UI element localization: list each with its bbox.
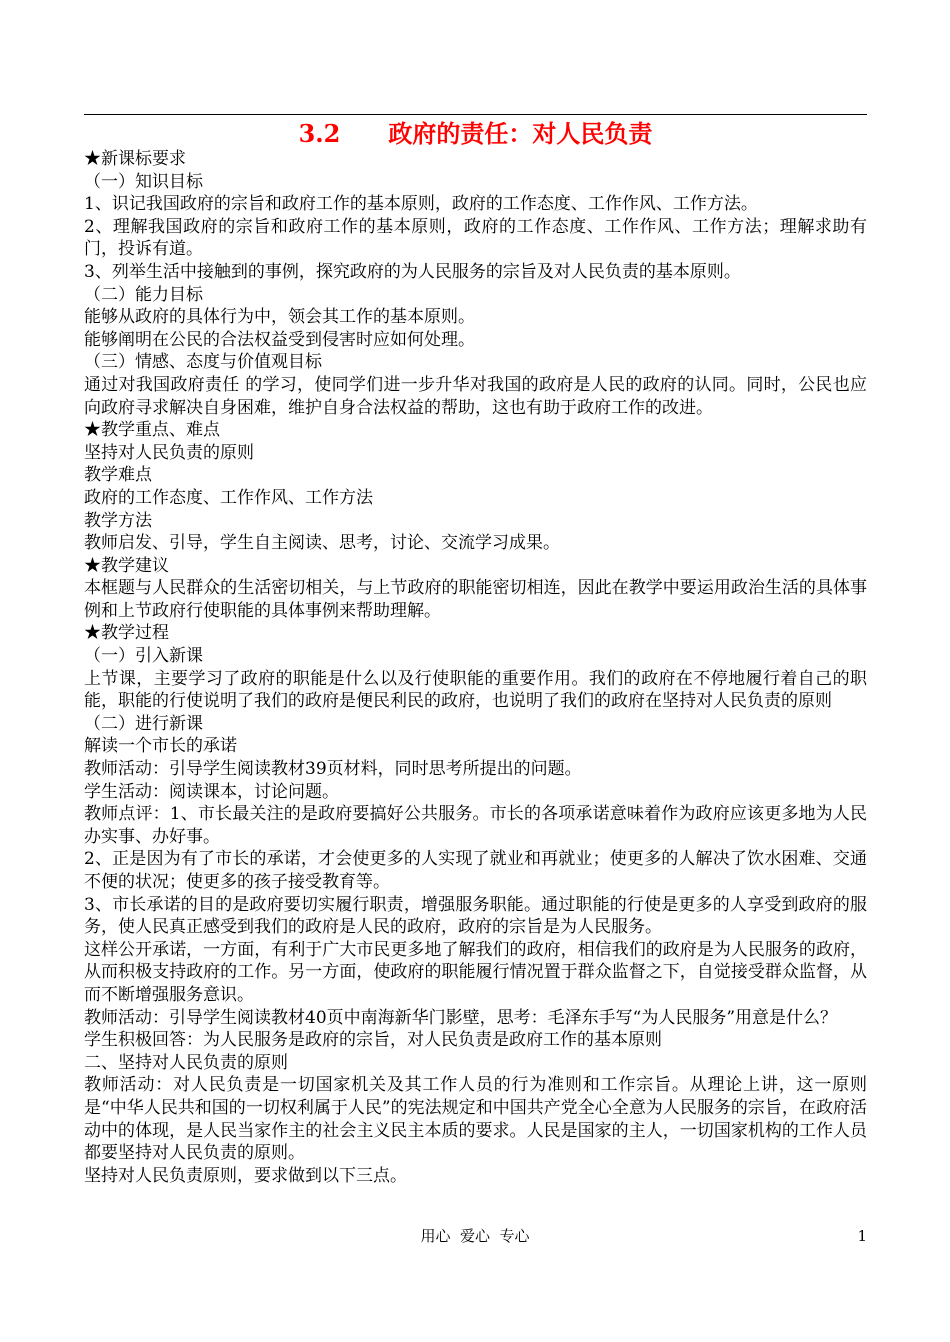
page-title: 3.2 政府的责任：对人民负责 (298, 119, 653, 148)
paragraph: 3、市长承诺的目的是政府要切实履行职责，增强服务职能。通过职能的行使是更多的人享受到政府的服务，使人民真正感受到我们的政府是人民的政府，政府的宗旨是为人民服务。 (84, 894, 867, 938)
paragraph: 1、识记我国政府的宗旨和政府工作的基本原则，政府的工作态度、工作作风、工作方法。 (84, 194, 758, 215)
paragraph: 教学方法 (84, 510, 152, 531)
paragraph: （三）情感、态度与价值观目标 (84, 352, 322, 373)
paragraph: 教师活动：对人民负责是一切国家机关及其工作人员的行为准则和工作宗旨。从理论上讲，这一原则是“中华人民共和国的一切权利属于人民”的宪法规定和中国共产党全心全意为人民服务的宗旨，在政府活动中的体现，是人民当家作主的社会主义民主本质的要求。人民是国家的主人，一切国家机构的工作人员都要坚持对人民负责的原则。 (84, 1075, 867, 1164)
paragraph: 教师活动：引导学生阅读教材40页中南海新华门影壁，思考：毛泽东手写“为人民服务”用意是什么？ (84, 1007, 838, 1028)
paragraph: 教师点评：1、市长最关注的是政府要搞好公共服务。市长的各项承诺意味着作为政府应该更多地为人民办实事、办好事。 (84, 804, 867, 847)
paragraph: 政府的工作态度、工作作风、工作方法 (84, 487, 373, 508)
paragraph: 能够阐明在公民的合法权益受到侵害时应如何处理。 (84, 329, 475, 350)
paragraph: ★教学重点、难点 (84, 420, 220, 441)
body-text (84, 148, 867, 1187)
header-rule (84, 114, 867, 115)
paragraph: （二）能力目标 (84, 284, 203, 305)
paragraph: 学生积极回答：为人民服务是政府的宗旨，对人民负责是政府工作的基本原则 (84, 1030, 662, 1051)
paragraph: 学生活动：阅读课本，讨论问题。 (84, 781, 339, 802)
paragraph: ★教学过程 (84, 623, 169, 644)
paragraph: （一）知识目标 (84, 171, 203, 192)
paragraph: 教师启发、引导，学生自主阅读、思考，讨论、交流学习成果。 (84, 533, 560, 554)
paragraph: 教师活动：引导学生阅读教材39页材料，同时思考所提出的问题。 (84, 759, 582, 780)
paragraph: 二、坚持对人民负责的原则 (84, 1052, 288, 1073)
paragraph: 3、列举生活中接触到的事例，探究政府的为人民服务的宗旨及对人民负责的基本原则。 (84, 261, 741, 282)
paragraph: 通过对我国政府责任 的学习，使同学们进一步升华对我国的政府是人民的政府的认同。同时，公民也应向政府寻求解决自身困难，维护自身合法权益的帮助，这也有助于政府工作的改进。 (84, 374, 867, 418)
paragraph: 本框题与人民群众的生活密切相关，与上节政府的职能密切相连，因此在教学中要运用政治生活的具体事例和上节政府行使职能的具体事例来帮助理解。 (84, 578, 867, 621)
paragraph: 解读一个市长的承诺 (84, 736, 237, 757)
paragraph: 坚持对人民负责原则，要求做到以下三点。 (84, 1165, 407, 1186)
paragraph: 2、正是因为有了市长的承诺，才会使更多的人实现了就业和再就业；使更多的人解决了饮水困难、交通不便的状况；使更多的孩子接受教育等。 (84, 849, 867, 892)
paragraph: 坚持对人民负责的原则 (84, 442, 254, 463)
paragraph: 2、理解我国政府的宗旨和政府工作的基本原则，政府的工作态度、工作作风、工作方法；理解求助有门，投诉有道。 (84, 216, 867, 260)
paragraph: 能够从政府的具体行为中，领会其工作的基本原则。 (84, 307, 475, 328)
paragraph: 教学难点 (84, 465, 152, 486)
paragraph: 这样公开承诺，一方面，有利于广大市民更多地了解我们的政府，相信我们的政府是为人民服务的政府，从而积极支持政府的工作。另一方面，使政府的职能履行情况置于群众监督之下，自觉接受群众监督，从而不断增强服务意识。 (84, 939, 867, 1005)
paragraph: （二）进行新课 (84, 713, 203, 734)
page-number: 1 (857, 1227, 867, 1245)
paragraph: ★教学建议 (84, 555, 169, 576)
paragraph: 上节课，主要学习了政府的职能是什么以及行使职能的重要作用。我们的政府在不停地履行着自己的职能，职能的行使说明了我们的政府是便民利民的政府，也说明了我们的政府在坚持对人民负责的原则 (84, 668, 867, 712)
footer-motto: 用心 爱心 专心 (420, 1227, 530, 1245)
paragraph: ★新课标要求 (84, 149, 186, 169)
paragraph: （一）引入新课 (84, 646, 203, 667)
